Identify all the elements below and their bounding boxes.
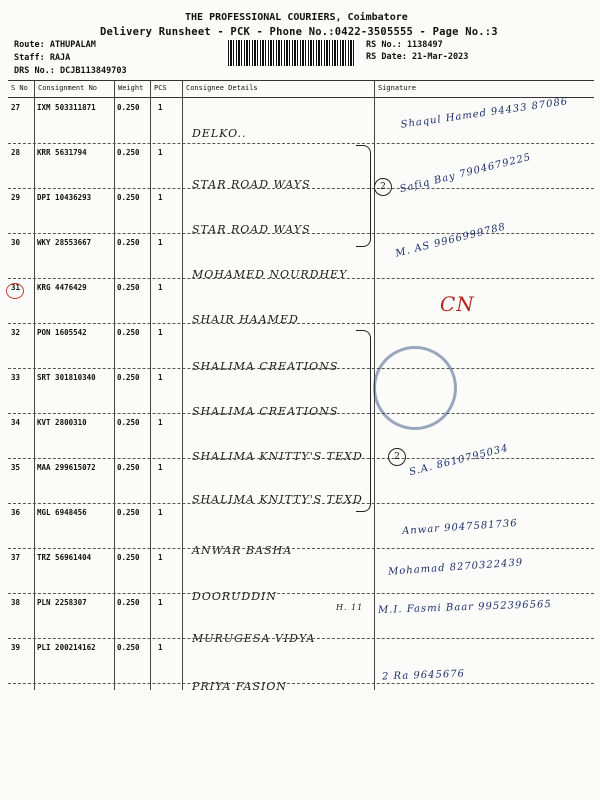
row-signature: M.I. Fasmi Baar 9952396565 [377, 598, 552, 617]
barcode [228, 40, 356, 66]
row-signature: CN [440, 292, 475, 316]
column-divider [150, 80, 151, 690]
row-weight: 0.250 [117, 463, 140, 472]
row-serial-number: 29 [11, 193, 21, 202]
row-serial-number: 36 [11, 508, 21, 517]
row-consignment-number: PLI 200214162 [37, 643, 96, 652]
col-header-pcs: PCS [154, 84, 167, 92]
row-signature: S.A. 8610795034 [408, 442, 510, 479]
row-separator [8, 413, 594, 414]
row-separator [8, 188, 594, 189]
col-header-consignment: Consignment No [38, 84, 98, 92]
row-weight: 0.250 [117, 193, 140, 202]
row-weight: 0.250 [117, 238, 140, 247]
row-weight: 0.250 [117, 148, 140, 157]
row-consignment-number: DPI 10436293 [37, 193, 92, 202]
row-pieces: 1 [158, 463, 163, 472]
row-signature: Anwar 9047581736 [401, 517, 519, 538]
row-pieces: 1 [158, 148, 163, 157]
column-divider [182, 80, 183, 690]
row-consignee-handwritten: SHALIMA CREATIONS [192, 405, 339, 418]
brace-count-mark: 2 [388, 448, 406, 466]
row-separator [8, 683, 594, 684]
column-divider [114, 80, 115, 690]
row-consignee-handwritten: ANWAR BASHA [192, 544, 293, 557]
row-separator [8, 233, 594, 234]
row-consignment-number: KVT 2800310 [37, 418, 87, 427]
rs-number: RS No.: 1138497 [366, 40, 443, 50]
row-signature: M. AS 9966999788 [394, 221, 508, 260]
row-serial-number: 31 [11, 283, 21, 292]
grouping-brace [356, 330, 371, 512]
row-consignee-handwritten: SHALIMA KNITTY'S TEXD [192, 493, 363, 506]
row-consignee-handwritten: SHAIR HAAMED [192, 313, 299, 326]
row-separator [8, 548, 594, 549]
row-signature: Mohamad 8270322439 [387, 557, 524, 578]
row-signature: Safiq Bay 7904679225 [398, 151, 533, 196]
row-consignment-number: SRT 301810340 [37, 373, 96, 382]
row-consignment-number: IXM 503311871 [37, 103, 96, 112]
row-separator [8, 638, 594, 639]
row-serial-number: 35 [11, 463, 21, 472]
grouping-brace [356, 145, 371, 247]
header-rule [8, 97, 594, 98]
row-pieces: 1 [158, 418, 163, 427]
row-consignee-handwritten: PRIYA FASION [192, 680, 288, 693]
row-pieces: 1 [158, 103, 163, 112]
row-pieces: 1 [158, 328, 163, 337]
row-consignee-handwritten: MOHAMED NOURDHEY [192, 268, 348, 281]
row-serial-number: 32 [11, 328, 21, 337]
row-serial-number: 34 [11, 418, 21, 427]
row-serial-number: 38 [11, 598, 21, 607]
row-serial-number: 33 [11, 373, 21, 382]
row-separator [8, 368, 594, 369]
row-pieces: 1 [158, 598, 163, 607]
row-pieces: 1 [158, 238, 163, 247]
row-weight: 0.250 [117, 643, 140, 652]
row-consignee-handwritten: STAR ROAD WAYS [192, 223, 311, 236]
row-consignment-number: KRR 5631794 [37, 148, 87, 157]
row-consignment-number: WKY 28553667 [37, 238, 92, 247]
document-subtitle: Delivery Runsheet - PCK - Phone No.:0422-3505555 - Page No.:3 [100, 26, 498, 38]
row-separator [8, 143, 594, 144]
row-pieces: 1 [158, 193, 163, 202]
row-serial-number: 28 [11, 148, 21, 157]
row-consignment-number: MAA 299615072 [37, 463, 96, 472]
row-weight: 0.250 [117, 418, 140, 427]
row-serial-number: 37 [11, 553, 21, 562]
row-signature: Shaqul Hamed 94433 87086 [400, 96, 569, 131]
row-consignee-handwritten: SHALIMA KNITTY'S TEXD [192, 450, 363, 463]
row-weight: 0.250 [117, 283, 140, 292]
row-consignee-handwritten: SHALIMA CREATIONS [192, 360, 339, 373]
row-pieces: 1 [158, 508, 163, 517]
drs-number: DRS No.: DCJB113849703 [14, 66, 127, 76]
document-title: THE PROFESSIONAL COURIERS, Coimbatore [185, 12, 408, 23]
col-header-sno: S No [11, 84, 28, 92]
row-consignee-handwritten: STAR ROAD WAYS [192, 178, 311, 191]
company-stamp [373, 346, 457, 430]
row-pieces: 1 [158, 283, 163, 292]
col-header-consignee: Consignee Details [186, 84, 258, 92]
row-signature: 2 Ra 9645676 [381, 668, 466, 683]
row-consignee-handwritten: DELKO.. [192, 127, 247, 140]
row-consignment-number: KRG 4476429 [37, 283, 87, 292]
row-31-circle-mark [6, 283, 24, 299]
row-serial-number: 30 [11, 238, 21, 247]
row-weight: 0.250 [117, 373, 140, 382]
route-label: Route: ATHUPALAM [14, 40, 96, 50]
staff-label: Staff: RAJA [14, 53, 71, 63]
col-header-weight: Weight [118, 84, 144, 92]
row-weight: 0.250 [117, 328, 140, 337]
row-pieces: 1 [158, 553, 163, 562]
row-pieces: 1 [158, 373, 163, 382]
brace-count-mark: 2 [374, 178, 392, 196]
col-header-signature: Signature [378, 84, 416, 92]
row-consignment-number: TRZ 56961404 [37, 553, 92, 562]
column-divider [34, 80, 35, 690]
row-weight: 0.250 [117, 508, 140, 517]
row-serial-number: 27 [11, 103, 21, 112]
row-separator [8, 323, 594, 324]
row-consignee-handwritten: MURUGESA VIDYA [192, 632, 316, 645]
row-38-note: H. 11 [336, 603, 364, 612]
row-weight: 0.250 [117, 103, 140, 112]
row-consignee-handwritten: DOORUDDIN [192, 590, 278, 603]
rs-date: RS Date: 21-Mar-2023 [366, 52, 469, 62]
table-top-rule [8, 80, 594, 81]
row-consignment-number: MGL 6948456 [37, 508, 87, 517]
row-serial-number: 39 [11, 643, 21, 652]
row-consignment-number: PON 1605542 [37, 328, 87, 337]
row-weight: 0.250 [117, 598, 140, 607]
row-consignment-number: PLN 2258307 [37, 598, 87, 607]
row-weight: 0.250 [117, 553, 140, 562]
row-separator [8, 278, 594, 279]
row-pieces: 1 [158, 643, 163, 652]
row-separator [8, 458, 594, 459]
row-separator [8, 593, 594, 594]
row-separator [8, 503, 594, 504]
